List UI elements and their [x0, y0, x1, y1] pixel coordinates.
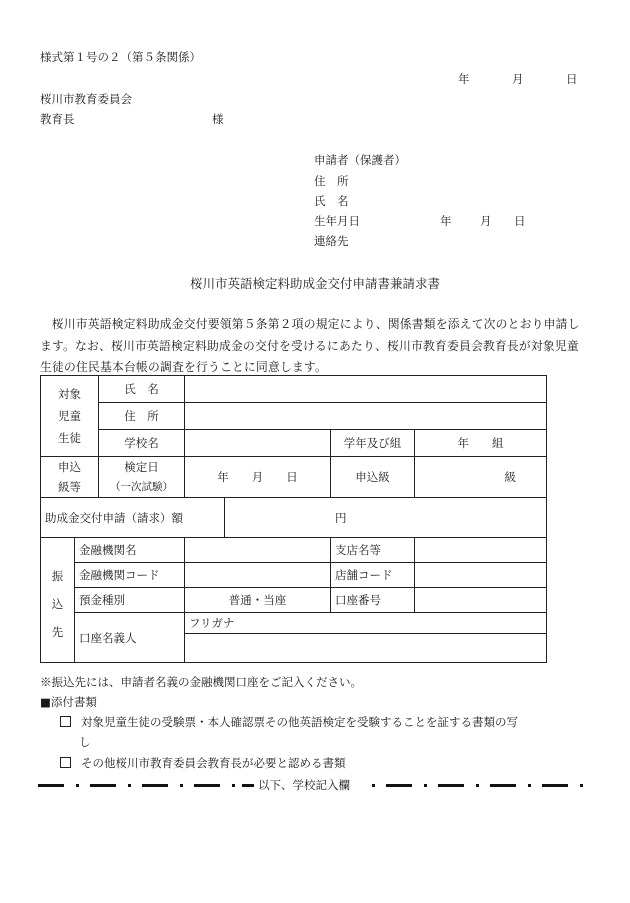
divider-right: [372, 784, 592, 787]
bank-code-field[interactable]: [185, 563, 331, 588]
student-address-label: 住 所: [99, 403, 185, 430]
form-number: 様式第１号の２（第５条関係）: [40, 50, 201, 64]
divider-left: [38, 784, 254, 787]
exam-date-line-1: 検定日: [124, 460, 159, 474]
bank-name-field[interactable]: [185, 538, 331, 563]
subsidy-amount-field[interactable]: 円: [225, 498, 547, 538]
student-name-field[interactable]: [185, 376, 547, 403]
row-deposit-type: [41, 588, 547, 613]
attachments-title: ■添付書類: [40, 695, 97, 709]
deposit-type-field[interactable]: 普通・当座: [185, 588, 331, 613]
recipient-honorific: 様: [212, 112, 224, 126]
student-name-label: 氏 名: [99, 376, 185, 403]
transfer-line-2: 込: [51, 597, 64, 611]
applicant-title: 申請者（保護者）: [314, 153, 406, 167]
deposit-type-label: 預金種別: [75, 588, 185, 613]
account-number-label: 口座番号: [331, 588, 415, 613]
row-subsidy: [41, 498, 547, 538]
account-holder-label: 口座名義人: [75, 613, 185, 663]
student-address-field[interactable]: [185, 403, 547, 430]
level-header: [41, 457, 99, 498]
date-month-label: 月: [512, 72, 524, 86]
grade-class-label: 学年及び組: [331, 430, 415, 457]
branch-name-label: 支店名等: [331, 538, 415, 563]
applied-level-label: 申込級: [331, 457, 415, 498]
branch-code-field[interactable]: [415, 563, 547, 588]
transfer-line-3: 先: [51, 625, 64, 639]
transfer-note: ※振込先には、申請者名義の金融機関口座をご記入ください。: [40, 675, 362, 689]
bank-code-label: 金融機関コード: [75, 563, 185, 588]
checkbox-attachment-2[interactable]: [60, 757, 71, 768]
transfer-header: [41, 538, 75, 663]
target-line-1: 対象: [58, 387, 81, 401]
row-exam-level: [41, 457, 547, 498]
birth-month-label: 月: [480, 214, 492, 228]
grade-class-field[interactable]: 年 組: [415, 430, 547, 457]
branch-code-label: 店舗コード: [331, 563, 415, 588]
row-furigana: [41, 613, 547, 634]
bank-name-label: 金融機関名: [75, 538, 185, 563]
exam-date-field[interactable]: 年 月 日: [185, 457, 331, 498]
level-line-2: 級等: [58, 480, 81, 494]
birth-day-label: 日: [514, 214, 526, 228]
target-line-2: 児童: [58, 409, 81, 423]
attachment-2-text: その他桜川市教育委員会教育長が必要と認める書類: [81, 756, 346, 770]
row-bank-name: [41, 538, 547, 563]
exam-date-line-2: （一次試験）: [110, 481, 173, 493]
birth-year-label: 年: [440, 214, 452, 228]
applied-level-field[interactable]: 級: [415, 457, 547, 498]
row-student-name: [41, 376, 547, 403]
row-bank-code: [41, 563, 547, 588]
applicant-name-label: 氏 名: [314, 194, 349, 208]
attachment-1-continuation: し: [79, 735, 91, 749]
account-holder-field[interactable]: [185, 634, 547, 663]
attachment-item-2: [60, 757, 346, 770]
target-line-3: 生徒: [58, 431, 81, 445]
row-school: [41, 430, 547, 457]
document-title: 桜川市英語検定料助成金交付申請書兼請求書: [189, 276, 440, 291]
attachment-item-1: [60, 716, 518, 729]
date-year-label: 年: [458, 72, 470, 86]
row-student-address: [41, 403, 547, 430]
applicant-contact-label: 連絡先: [314, 234, 349, 248]
recipient-title: 教育長: [40, 112, 75, 126]
applicant-address-label: 住 所: [314, 174, 349, 188]
subsidy-label: 助成金交付申請（請求）額: [41, 498, 225, 538]
level-line-1: 申込: [58, 460, 81, 474]
school-section-label: 以下、学校記入欄: [258, 778, 350, 792]
furigana-field[interactable]: フリガナ: [185, 613, 547, 634]
school-name-field[interactable]: [185, 430, 331, 457]
target-student-header: [41, 376, 99, 457]
account-number-field[interactable]: [415, 588, 547, 613]
recipient-org: 桜川市教育委員会: [40, 92, 132, 106]
applicant-birthdate-label: 生年月日: [314, 214, 360, 228]
branch-name-field[interactable]: [415, 538, 547, 563]
checkbox-attachment-1[interactable]: [60, 716, 71, 727]
application-form-table: [40, 375, 547, 663]
date-day-label: 日: [566, 72, 578, 86]
intro-paragraph: 桜川市英語検定料助成金交付要領第５条第２項の規定により、関係書類を添えて次のとおり申請します。なお、桜川市英語検定料助成金の交付を受けるにあたり、桜川市教育委員会教育長が対象児童生徒の住民基本台帳の調査を行うことに同意します。: [40, 317, 580, 374]
attachment-1-text: 対象児童生徒の受験票・本人確認票その他英語検定を受験することを証する書類の写: [81, 715, 518, 729]
school-name-label: 学校名: [99, 430, 185, 457]
transfer-line-1: 振: [51, 569, 64, 583]
exam-date-label: [99, 457, 185, 498]
